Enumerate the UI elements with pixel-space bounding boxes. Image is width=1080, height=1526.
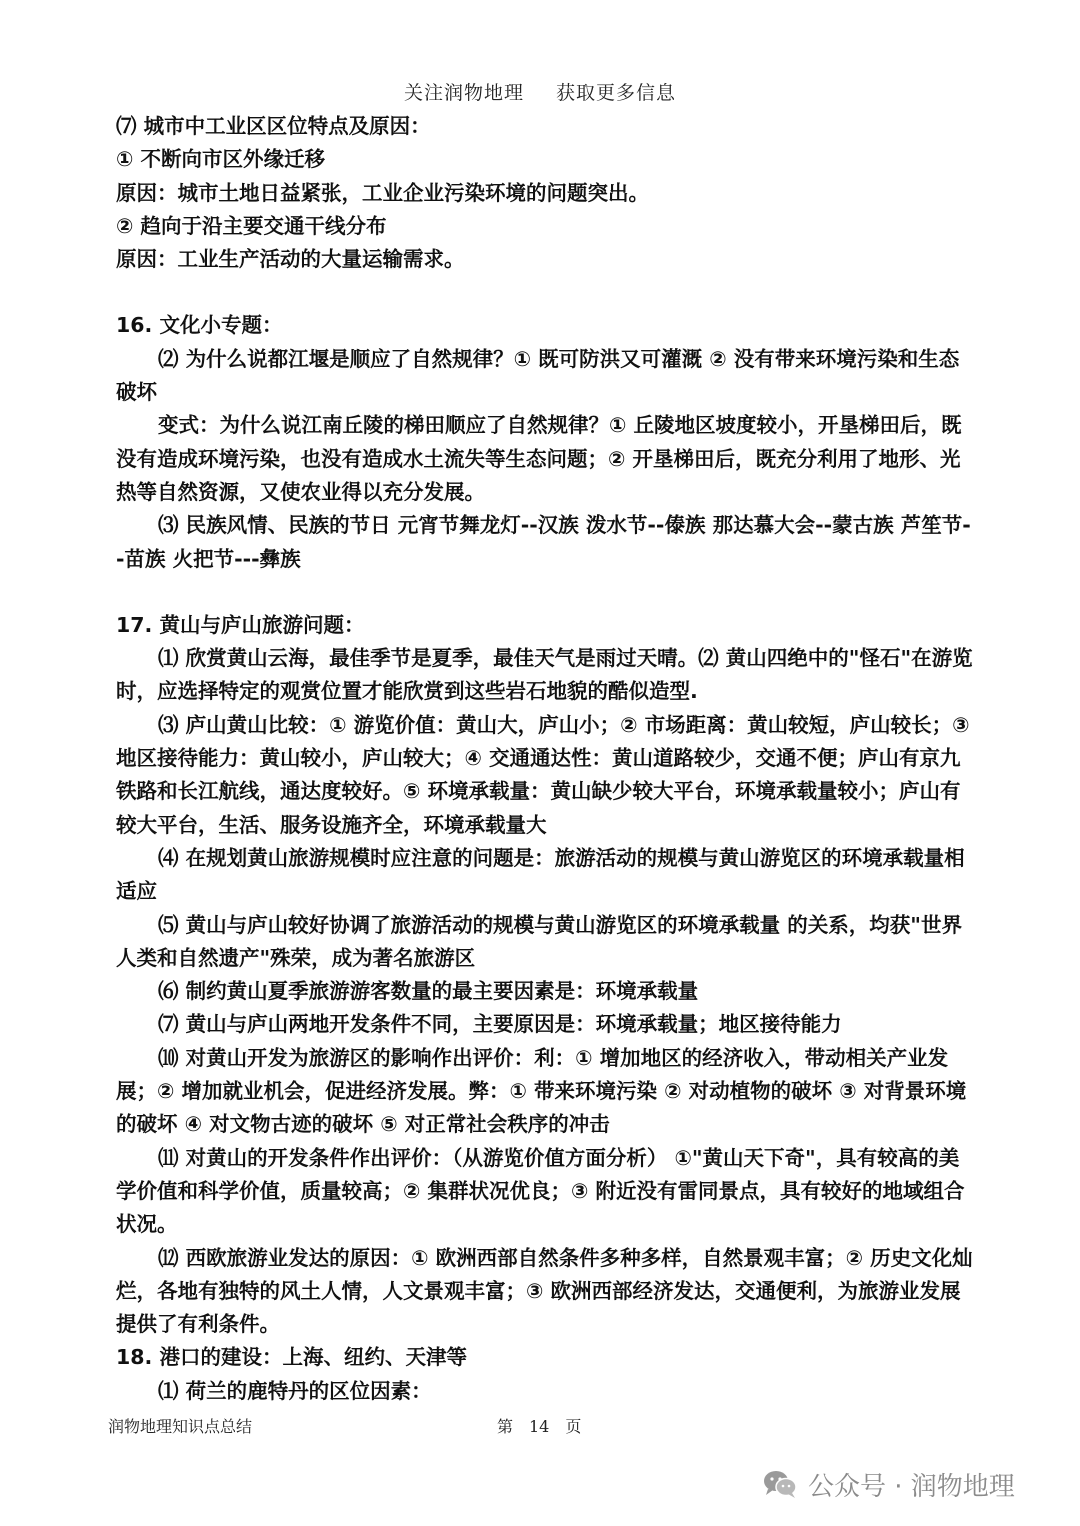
watermark (762, 1464, 1015, 1504)
paragraph: ⑺ 城市中工业区区位特点及原因： (116, 114, 431, 138)
paragraph: 16. 文化小专题： (116, 313, 283, 338)
page-number: 第 14 页 (497, 1417, 582, 1436)
paragraph: ⑶ 民族风情、民族的节日 元宵节舞龙灯--汉族 泼水节--傣族 那达慕大会--蒙古族 芦笙节--苗族 火把节---彝族 (116, 513, 971, 571)
page-footer (0, 1414, 1080, 1444)
paragraph: ⑿ 西欧旅游业发达的原因：① 欧洲西部自然条件多种多样，自然景观丰富；② 历史文化灿烂，各地有独特的风土人情，人文景观丰富；③ 欧洲西部经济发达，交通便利，为旅游业发展提供了有利条件。 (116, 1245, 973, 1337)
paragraph: ⑶ 庐山黄山比较：① 游览价值：黄山大，庐山小；② 市场距离：黄山较短，庐山较长；③ 地区接待能力：黄山较小，庐山较大；④ 交通通达性：黄山道路较少，交通不便；庐山有京九铁路和长江航线，通达度较好。⑤ 环境承载量：黄山缺少较大平台，环境承载量较小；庐山有较大平台，生活、服务设施齐全，环境承载量大 (116, 712, 970, 837)
paragraph: 原因：城市土地日益紧张，工业企业污染环境的问题突出。 (116, 180, 649, 205)
paragraph: 17. 黄山与庐山旅游问题： (116, 612, 365, 637)
paragraph: ⑹ 制约黄山夏季旅游游客数量的最主要因素是：环境承载量 (158, 979, 699, 1004)
paragraph: ⑽ 对黄山开发为旅游区的影响作出评价：利：① 增加地区的经济收入，带动相关产业发展；② 增加就业机会，促进经济发展。弊：① 带来环境污染 ② 对动植物的破坏 ③ 对背景环境的破坏 ④ 对文物古迹的破坏 ⑤ 对正常社会秩序的冲击 (116, 1045, 967, 1137)
document-body (116, 110, 976, 1408)
watermark-text: 公众号 · 润物地理 (808, 1471, 1015, 1502)
paragraph: ⑴ 荷兰的鹿特丹的区位因素： (158, 1378, 432, 1403)
paragraph: ① 不断向市区外缘迁移 (116, 147, 325, 172)
paragraph: ⑷ 在规划黄山旅游规模时应注意的问题是：旅游活动的规模与黄山游览区的环境承载量相适应 (116, 845, 965, 904)
paragraph: 原因：工业生产活动的大量运输需求。 (116, 247, 465, 272)
paragraph: ② 趋向于沿主要交通干线分布 (116, 213, 387, 238)
paragraph: ⑵ 为什么说都江堰是顺应了自然规律？① 既可防洪又可灌溉 ② 没有带来环境污染和生态破坏 (116, 346, 960, 405)
paragraph-gap (116, 576, 976, 609)
header-right-text: 获取更多信息 (556, 82, 677, 104)
paragraph: 18. 港口的建设：上海、纽约、天津等 (116, 1345, 467, 1370)
paragraph: 变式：为什么说江南丘陵的梯田顺应了自然规律？① 丘陵地区坡度较小，开垦梯田后，既没有造成环境污染，也没有造成水土流失等生态问题；② 开垦梯田后，既充分利用了地形、光热等自然资源，又使农业得以充分发展。 (116, 413, 962, 504)
paragraph: ⑸ 黄山与庐山较好协调了旅游活动的规模与黄山游览区的环境承载量 的关系，均获"世界人类和自然遗产"殊荣，成为著名旅游区 (116, 912, 962, 970)
paragraph: ⑴ 欣赏黄山云海，最佳季节是夏季，最佳天气是雨过天晴。⑵ 黄山四绝中的"怪石"在游览时，应选择特定的观赏位置才能欣赏到这些岩石地貌的酷似造型. (116, 646, 973, 704)
footer-title: 润物地理知识点总结 (108, 1417, 253, 1436)
paragraph: ⑺ 黄山与庐山两地开发条件不同，主要原因是：环境承载量；地区接待能力 (158, 1012, 842, 1037)
wechat-icon (762, 1469, 798, 1499)
paragraph: ⑾ 对黄山的开发条件作出评价：（从游览价值方面分析） ①"黄山天下奇"，具有较高的美学价值和科学价值，质量较高；② 集群状况优良；③ 附近没有雷同景点，具有较好的地域组合状况。 (116, 1145, 965, 1237)
paragraph-gap (116, 276, 976, 309)
page-header (0, 78, 1080, 105)
header-left-text: 关注润物地理 (403, 82, 524, 104)
